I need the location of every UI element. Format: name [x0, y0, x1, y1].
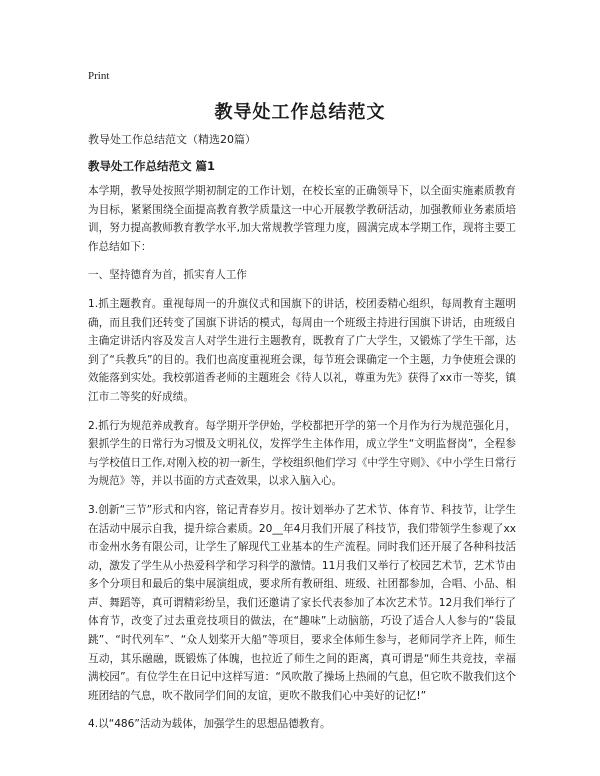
section-heading: 教导处工作总结范文 篇1	[88, 159, 216, 173]
document-body	[88, 182, 516, 744]
print-label[interactable]: Print	[88, 70, 110, 82]
document-title: 教导处工作总结范文	[214, 102, 386, 123]
paragraph-item-1: 1.抓主题教育。重视每周一的升旗仪式和国旗下的讲话，校团委精心组织，每周教育主题明确，而且我们还转变了国旗下讲话的模式，每周由一个班级主持进行国旗下讲话，由班级自主确定讲话内容及发言人对学生进行主题教育，既教育了广大学生，又锻炼了学生干部，达到了“兵教兵”的目的。我们也高度重视班会课，每节班会课确定一个主题，力争使班会课的效能落到实处。我校郭道香老师的主题班会《待人以礼，尊重为先》获得了xx市一等奖，镇江市二等奖的好成绩。	[88, 297, 516, 403]
paragraph-intro: 本学期，教导处按照学期初制定的工作计划，在校长室的正确领导下，以全面实施素质教育为目标，紧紧围绕全面提高教育教学质量这一中心开展教学教研活动，加强教师业务素质培训，努力提高教师教育教学水平,加大常规教学管理力度，圆满完成本学期工作，现将主要工作总结如下：	[88, 185, 516, 253]
paragraph-item-4: 4.以“486”活动为载体，加强学生的思想品德教育。	[88, 718, 331, 731]
paragraph-heading-1: 一、坚持德育为首，抓实育人工作	[88, 269, 247, 282]
paragraph-item-3: 3.创新“三节”形式和内容，铭记青春岁月。按计划举办了艺术节、体育节、科技节，让学生在活动中展示自我，提升综合素质。20__年4月我们开展了科技节，我们带领学生参观了xx市金州水务有限公司，让学生了解现代工业基本的生产流程。同时我们还开展了各种科技活动，激发了学生从小热爱科学和学习科学的激情。11月我们又举行了校园艺术节，艺术节由多个分项目和最后的集中展演组成，要求所有教研组、班级、社团都参加，合唱、小品、相声、舞蹈等，真可谓精彩纷呈，我们还邀请了家长代表参加了本次艺术节。12月我们举行了体育节，改变了过去重竞技项目的做法，在“趣味”上动脑筋，巧设了适合人人参与的“袋鼠跳”、“时代列车”、“众人划桨开大船”等项目，要求全体师生参与，老师同学齐上阵，师生互动，其乐融融，既锻炼了体魄，也拉近了师生之间的距离，真可谓是“师生共竞技，幸福满校园”。有位学生在日记中这样写道：“风吹散了操场上热闹的气息，但它吹不散我们这个班团结的气息，吹不散同学们间的友谊，更吹不散我们心中美好的记忆!”	[88, 503, 516, 702]
document-subtitle: 教导处工作总结范文（精选20篇）	[88, 133, 256, 146]
paragraph-item-2: 2.抓行为规范养成教育。每学期开学伊始，学校都把开学的第一个月作为行为规范强化月，狠抓学生的日常行为习惯及文明礼仪，发挥学生主体作用，成立学生“文明监督岗”，全程参与学校值日工作,对刚入校的初一新生，学校组织他们学习《中学生守则》、《中小学生日常行为规范》等，并以书面的方式查效果，以求入脑入心。	[88, 419, 516, 488]
